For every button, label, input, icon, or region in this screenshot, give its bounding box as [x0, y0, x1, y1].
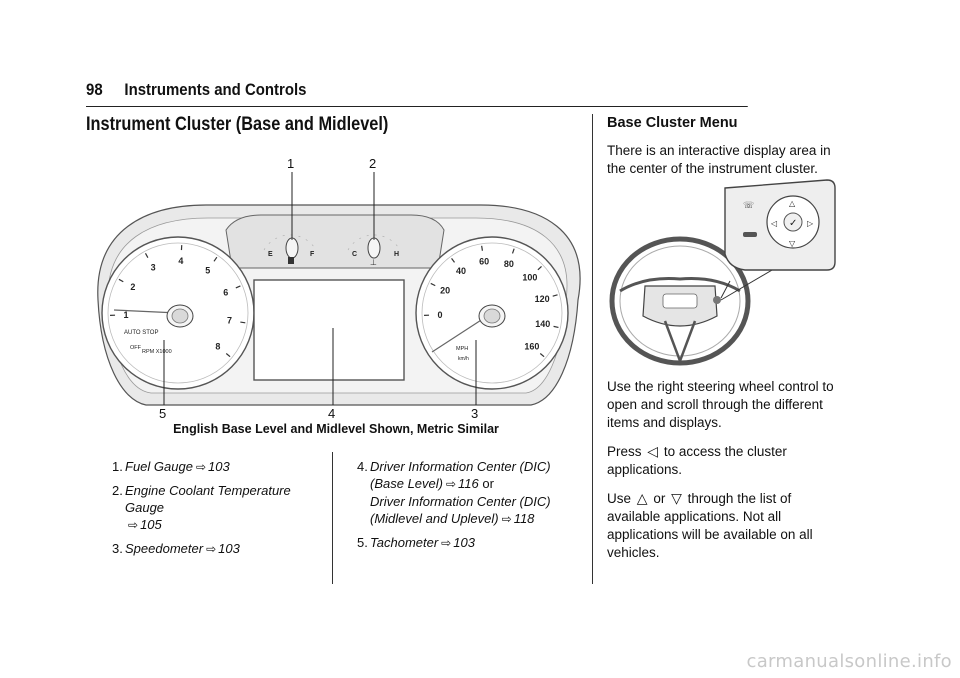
- list-item: 3. Speedometer ⇨ 103: [112, 541, 240, 556]
- speed-tick-label: 0: [437, 309, 443, 320]
- svg-text:F: F: [310, 251, 315, 258]
- page-number: 98: [86, 80, 103, 99]
- driver-information-center-display: [254, 280, 404, 380]
- page-header: [86, 80, 748, 107]
- down-arrow-icon: ▽: [789, 239, 796, 248]
- left-arrow-icon: ◁: [647, 443, 659, 459]
- tach-tick-label: 8: [215, 341, 221, 352]
- auto-stop-label: AUTO STOP: [124, 330, 159, 336]
- up-arrow-icon: △: [636, 490, 648, 506]
- list-item: 5. Tachometer ⇨ 103: [357, 535, 475, 550]
- speed-tick-label: 80: [503, 258, 514, 269]
- fuel-pump-icon: [288, 257, 294, 264]
- fuel-gauge-link[interactable]: Fuel Gauge: [125, 459, 193, 474]
- speed-tick-label: 100: [522, 272, 538, 283]
- column-divider: [332, 452, 333, 584]
- right-column-lower: [607, 378, 847, 572]
- steering-wheel-control-inset: [725, 180, 835, 270]
- svg-text:H: H: [394, 251, 400, 258]
- speed-tick-label: 20: [440, 285, 451, 296]
- figure-caption: English Base Level and Midlevel Shown, Metric Similar: [173, 422, 499, 436]
- page-title: Instrument Cluster (Base and Midlevel): [86, 114, 389, 135]
- svg-text:C: C: [352, 251, 358, 258]
- tach-tick-label: 7: [226, 315, 232, 326]
- tach-tick-label: 1: [123, 309, 129, 320]
- callout-3: 3: [471, 406, 479, 421]
- list-item: 1. Fuel Gauge ⇨ 103: [112, 459, 230, 474]
- callout-5: 5: [159, 406, 167, 421]
- phone-icon: [743, 232, 757, 237]
- voice-icon: ☏: [743, 200, 755, 210]
- tach-tick-label: 4: [178, 256, 184, 267]
- dic-base-link[interactable]: Driver Information Center (DIC) (Base Level): [370, 459, 551, 491]
- tachometer-link[interactable]: Tachometer: [370, 535, 439, 550]
- section-title: Instruments and Controls: [124, 80, 307, 99]
- list-item: 4. Driver Information Center (DIC) (Base Level) ⇨ 116 or Driver Information Center (DIC) (Midlevel and Uplevel) ⇨ 118: [357, 459, 551, 526]
- tach-tick-mark: [240, 322, 245, 323]
- paragraph: Press ◁ to access the cluster applications.: [607, 443, 787, 477]
- checkmark-icon: ✓: [789, 218, 798, 229]
- down-arrow-icon: ▽: [671, 490, 682, 506]
- paragraph: Use △ or ▽ through the list of available applications. Not all applications will be available on all vehicles.: [607, 490, 813, 560]
- up-arrow-icon: △: [789, 199, 796, 208]
- tach-tick-label: 3: [150, 262, 156, 273]
- rpm-label: RPM X1000: [142, 349, 172, 355]
- mph-label: MPH: [456, 346, 469, 352]
- legend-list-right: [357, 458, 582, 558]
- speed-tick-label: 140: [535, 319, 551, 330]
- speed-tick-mark: [482, 246, 483, 251]
- callout-4: 4: [328, 406, 336, 421]
- callout-1: 1: [287, 156, 295, 171]
- coolant-gauge-link[interactable]: Engine Coolant Temperature Gauge: [125, 483, 291, 515]
- kmh-label: km/h: [458, 356, 469, 362]
- paragraph: Use the right steering wheel control to open and scroll through the different items and displays.: [607, 379, 834, 430]
- off-label: OFF: [130, 345, 141, 351]
- svg-text:E: E: [268, 251, 273, 258]
- steering-wheel-figure: [605, 176, 837, 366]
- subsection-heading: Base Cluster Menu: [607, 115, 738, 131]
- speed-tick-label: 60: [479, 256, 490, 267]
- thermometer-icon: ⊥: [370, 258, 377, 267]
- speed-tick-label: 40: [456, 266, 467, 277]
- callout-2: 2: [369, 156, 377, 171]
- tach-tick-label: 5: [205, 265, 211, 276]
- speed-tick-label: 120: [534, 294, 550, 305]
- tach-tick-label: 6: [223, 287, 229, 298]
- list-item: 2. Engine Coolant Temperature Gauge ⇨ 105: [112, 483, 291, 532]
- paragraph: There is an interactive display area in the center of the instrument cluster.: [607, 143, 831, 176]
- right-arrow-icon: ▷: [807, 219, 814, 228]
- watermark: carmanualsonline.info: [746, 651, 952, 672]
- upper-gauge-pod: [226, 215, 444, 268]
- legend-list-left: [112, 458, 322, 564]
- speedometer-link[interactable]: Speedometer: [125, 541, 204, 556]
- left-arrow-icon: ◁: [771, 219, 778, 228]
- instrument-cluster-figure: [86, 150, 586, 430]
- tach-tick-label: 2: [130, 282, 136, 293]
- column-divider: [592, 114, 593, 584]
- speed-tick-label: 160: [524, 341, 540, 352]
- dic-mid-link[interactable]: Driver Information Center (DIC) (Midlevel and Uplevel): [370, 494, 551, 526]
